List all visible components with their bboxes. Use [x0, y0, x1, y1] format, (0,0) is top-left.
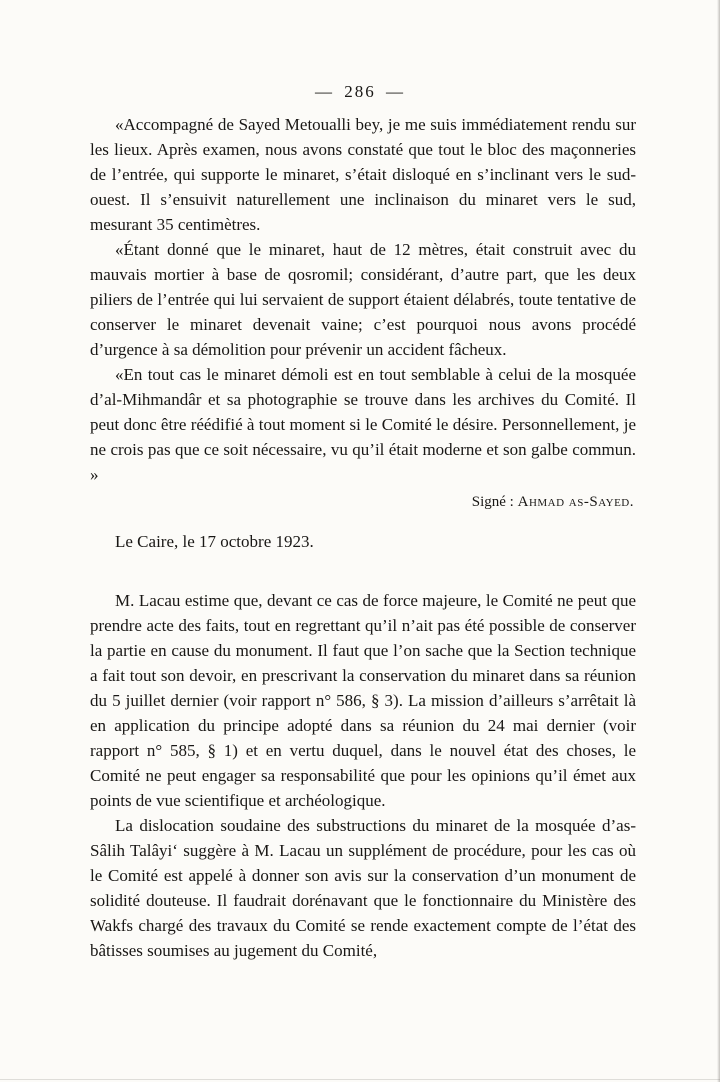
letter-paragraph-2: «Étant donné que le minaret, haut de 12 mètres, était construit avec du mauvais mortier à base de qosromil; considérant, d’autre part, que les deux piliers de l’entrée qui lui servaient de support étaient délabrés, toute tentative de conserver le minaret devenait vaine; c’est pourquoi nous avons procédé d’urgence à sa démolition pour prévenir un accident fâcheux. — [90, 240, 636, 359]
body-paragraph-1: M. Lacau estime que, devant ce cas de force majeure, le Comité ne peut que prendre acte des faits, tout en regrettant qu’il n’ait pas été possible de conserver la partie en cause du monument. Il faut que l’on sache que la Section technique a fait tout son devoir, en prescrivant la conservation du minaret dans sa réunion du 5 juillet dernier (voir rapport n° 586, § 3). La mission d’ailleurs s’arrêtait là en application du principe adopté dans sa réunion du 24 mai dernier (voir rapport n° 585, § 1) et en vertu duquel, dans le nouvel état des choses, le Comité ne peut engager sa responsabilité que pour les opinions qu’il émet aux points de vue scientifique et archéologique. — [90, 591, 636, 810]
section-gap — [90, 554, 636, 588]
dateline: Le Caire, le 17 octobre 1923. — [115, 532, 314, 551]
signature-line — [90, 490, 634, 515]
page-number: — 286 — — [315, 82, 405, 101]
body-paragraph-2: La dislocation soudaine des substructions du minaret de la mosquée d’as-Sâlih Talâyi‘ suggère à M. Lacau un supplément de procédure, pour les cas où le Comité est appelé à donner son avis sur la conservation d’un monument de solidité douteuse. Il faudrait dorénavant que le fonctionnaire du Ministère des Wakfs chargé des travaux du Comité se rende exactement compte de l’état des bâtisses soumises au jugement du Comité, — [90, 816, 636, 960]
page-content — [90, 112, 636, 963]
signature-name: Ahmad as-Sayed. — [517, 494, 634, 510]
scan-edge-bottom — [0, 1079, 720, 1080]
letter-paragraph-1: «Accompagné de Sayed Metoualli bey, je me suis immédiatement rendu sur les lieux. Après examen, nous avons constaté que tout le bloc des maçonneries de l’entrée, qui supporte le minaret, s’était disloqué en s’inclinant vers le sud-ouest. Il s’ensuivit naturellement une inclinaison du minaret vers le sud, mesurant 35 centimètres. — [90, 115, 636, 234]
signature-prefix: Signé : — [471, 494, 518, 510]
letter-paragraph-3: «En tout cas le minaret démoli est en tout semblable à celui de la mosquée d’al-Mihmandâr et sa photographie se trouve dans les archives du Comité. Il peut donc être réédifié à tout moment si le Comité le désire. Personnellement, je ne crois pas que ce soit nécessaire, vu qu’il était moderne et son galbe commun. » — [90, 365, 636, 484]
